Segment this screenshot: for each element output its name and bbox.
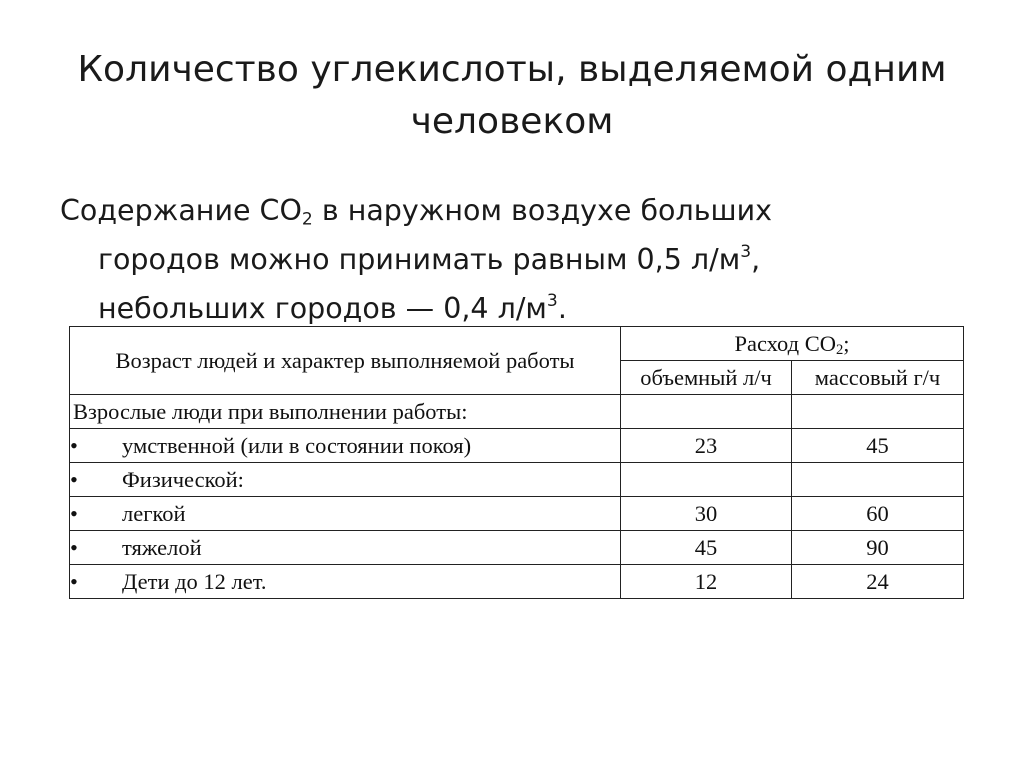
intro-paragraph [60,186,960,333]
header-mass: массовый г/ч [792,361,964,395]
table-row [70,429,964,463]
header-age-work: Возраст людей и характер выполняемой работы [70,327,621,395]
table-row [70,497,964,531]
intro-line-1: Содержание $CO_2$ в наружном воздухе больших [60,194,772,230]
table-section-row [70,395,964,429]
row-volume: 23 [621,429,792,463]
table-cell [792,395,964,429]
co2-table [69,326,964,599]
row-mass: 45 [792,429,964,463]
row-label: • легкой [70,497,621,531]
table-cell [621,395,792,429]
table-row [70,463,964,497]
section-label: Взрослые люди при выполнении работы: [70,395,621,429]
table-row [70,531,964,565]
header-volume: объемный л/ч [621,361,792,395]
row-label: • Дети до 12 лет. [70,565,621,599]
intro-line-3: небольших городов — 0,4 $л/м^3$. [98,291,567,325]
row-mass: 90 [792,531,964,565]
bullet-icon: • [70,569,78,594]
row-mass [792,463,964,497]
bullet-icon: • [70,433,78,458]
header-co2-consumption: Расход $CO_2$; [621,327,964,361]
row-mass: 24 [792,565,964,599]
row-volume: 12 [621,565,792,599]
row-label: • умственной (или в состоянии покоя) [70,429,621,463]
row-volume: 30 [621,497,792,531]
bullet-icon: • [70,501,78,526]
row-mass: 60 [792,497,964,531]
bullet-icon: • [70,467,78,492]
intro-line-2: городов можно принимать равным 0,5 $л/м^3$, [98,242,761,276]
table-row [70,565,964,599]
row-label: • Физической: [70,463,621,497]
row-volume: 45 [621,531,792,565]
slide-title: Количество углекислоты, выделяемой одним человеком [77,49,947,142]
row-volume [621,463,792,497]
row-label: • тяжелой [70,531,621,565]
bullet-icon: • [70,535,78,560]
table-header-row [70,327,964,361]
